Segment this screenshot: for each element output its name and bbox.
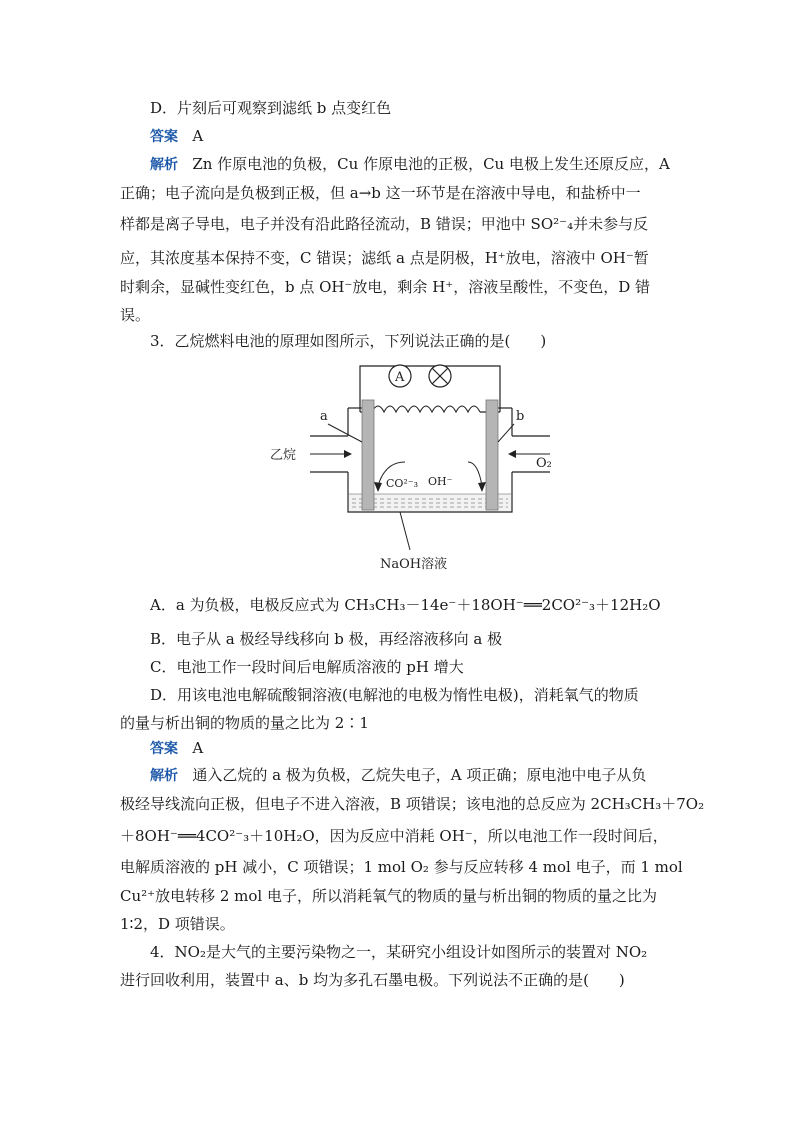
answer-value: A	[192, 127, 204, 145]
explanation-1-line-6: 误。	[120, 306, 151, 324]
carbonate-label: CO²⁻₃	[386, 477, 419, 490]
explanation-1-line-1	[150, 154, 680, 175]
naoh-label: NaOH溶液	[380, 557, 448, 572]
explanation-2-line-2: 极经导线流向正极，但电子不进入溶液，B 项错误；该电池的总反应为 2CH₃CH₃＋7O₂	[120, 795, 705, 813]
ammeter-label: A	[395, 370, 405, 385]
explanation-1-line-3: 样都是离子导电，电子并没有沿此路径流动，B 错误；甲池中 SO²⁻₄并未参与反	[120, 215, 649, 233]
option-d-line-2: 的量与析出铜的物质的量之比为 2∶1	[120, 714, 369, 732]
option-c: C．电池工作一段时间后电解质溶液的 pH 增大	[150, 658, 464, 676]
explanation-text: Zn 作原电池的负极，Cu 作原电池的正极，Cu 电极上发生还原反应，A	[192, 155, 670, 173]
hydroxide-label: OH⁻	[428, 475, 453, 488]
explanation-2-line-3: ＋8OH⁻══4CO²⁻₃＋10H₂O，因为反应中消耗 OH⁻，所以电池工作一段时间后，	[120, 827, 668, 845]
answer-label: 答案	[150, 741, 178, 757]
option-b: B．电子从 a 极经导线移向 b 极，再经溶液移向 a 极	[150, 630, 503, 648]
ethane-label: 乙烷	[270, 448, 297, 463]
answer-1	[150, 126, 680, 147]
explanation-label: 解析	[150, 157, 178, 173]
option-a: A．a 为负极，电极反应式为 CH₃CH₃－14e⁻＋18OH⁻══2CO²⁻₃＋12H₂O	[150, 596, 661, 614]
question-3: 3．乙烷燃料电池的原理如图所示，下列说法正确的是( )	[150, 332, 547, 350]
fuel-cell-diagram	[260, 362, 560, 577]
question-4-line-1: 4．NO₂是大气的主要污染物之一，某研究小组设计如图所示的装置对 NO₂	[150, 943, 648, 961]
explanation-1-line-4: 应，其浓度基本保持不变，C 错误；滤纸 a 点是阴极，H⁺放电，溶液中 OH⁻暂	[120, 249, 649, 267]
label-b: b	[516, 409, 525, 424]
explanation-2-line-6: 1∶2，D 项错误。	[120, 915, 235, 933]
explanation-2-line-4: 电解质溶液的 pH 减小，C 项错误；1 mol O₂ 参与反应转移 4 mol 电子，而 1 mol	[120, 858, 683, 876]
option-d-line-1: D．用该电池电解硫酸铜溶液(电解池的电极为惰性电极)，消耗氧气的物质	[150, 686, 639, 704]
question-4-line-2: 进行回收利用，装置中 a、b 均为多孔石墨电极。下列说法不正确的是( )	[120, 971, 625, 989]
o2-label: O₂	[536, 456, 552, 471]
explanation-text: 通入乙烷的 a 极为负极，乙烷失电子，A 项正确；原电池中电子从负	[192, 766, 647, 784]
electrode-a	[362, 400, 374, 510]
label-a: a	[320, 409, 328, 424]
electrode-b	[486, 400, 498, 510]
explanation-label: 解析	[150, 768, 178, 784]
explanation-1-line-5: 时剩余，显碱性变红色，b 点 OH⁻放电，剩余 H⁺，溶液呈酸性，不变色，D 错	[120, 278, 650, 296]
explanation-2-line-1	[150, 765, 680, 786]
answer-2	[150, 738, 680, 759]
explanation-2-line-5: Cu²⁺放电转移 2 mol 电子，所以消耗氧气的物质的量与析出铜的物质的量之比为	[120, 887, 657, 905]
resistor-coil	[372, 406, 480, 412]
explanation-1-line-2: 正确；电子流向是负极到正极，但 a→b 这一环节是在溶液中导电，和盐桥中一	[120, 184, 641, 202]
option-d-line: D．片刻后可观察到滤纸 b 点变红色	[150, 99, 392, 117]
answer-label: 答案	[150, 129, 178, 145]
answer-value: A	[192, 739, 204, 757]
